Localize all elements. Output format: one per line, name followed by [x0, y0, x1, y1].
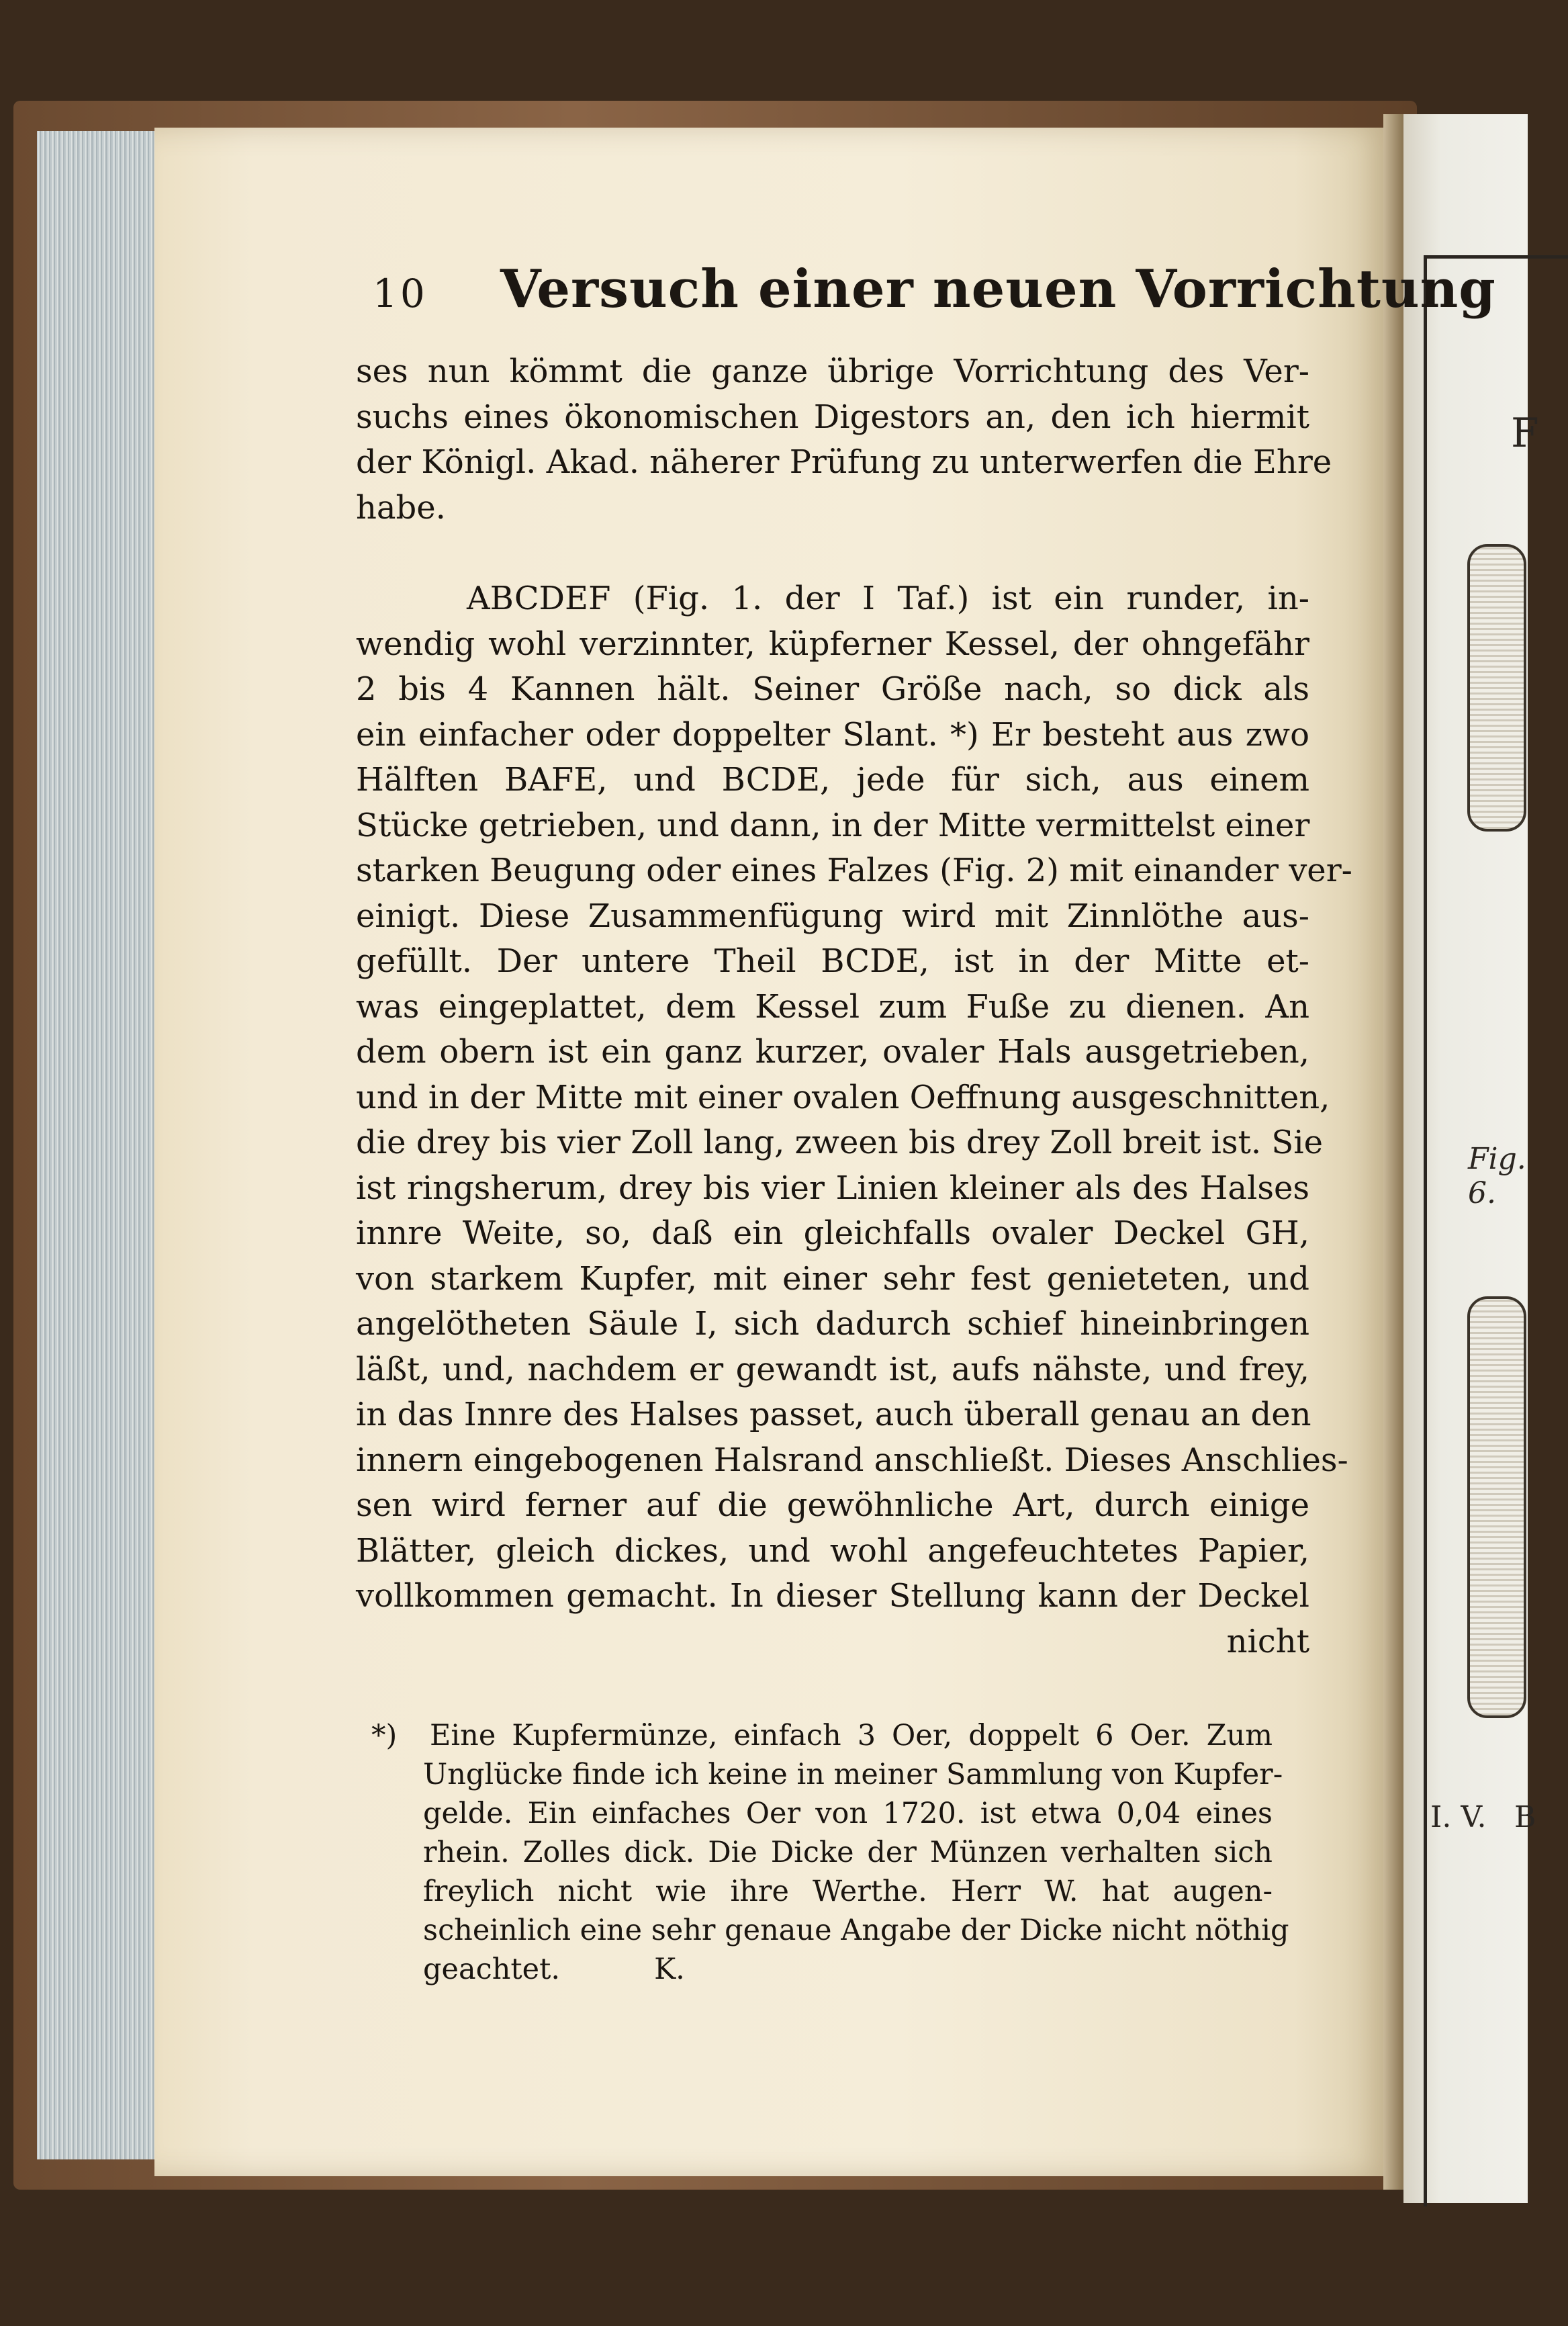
running-head — [373, 259, 1496, 332]
text-line: einigt. Diese Zusammenfügung wird mit Zinnlöthe aus- — [356, 897, 1309, 935]
text-line: Stücke getrieben, und dann, in der Mitte vermittelst einer — [356, 806, 1310, 844]
plate-label-bottom: I. V. — [1430, 1800, 1487, 1834]
text-line: ist ringsherum, drey bis vier Linien kleiner als des Halses — [356, 1169, 1309, 1207]
facing-plate — [1403, 114, 1539, 2203]
page-number: 10 — [373, 271, 428, 316]
text-line: was eingeplattet, dem Kessel zum Fuße zu dienen. An — [356, 987, 1309, 1026]
text-line: läßt, und, nachdem er gewandt ist, aufs nähste, und frey, — [356, 1350, 1309, 1388]
catchword: nicht — [1226, 1622, 1309, 1660]
text-line: vollkommen gemacht. In dieser Stellung kann der Deckel — [356, 1577, 1309, 1615]
plate-label-fig: Fig. 6. — [1468, 1142, 1526, 1210]
text-line: habe. — [356, 488, 446, 527]
text-line: gefüllt. Der untere Theil BCDE, ist in der Mitte et- — [356, 942, 1309, 980]
text-line: starken Beugung oder eines Falzes (Fig. 2) mit einander ver- — [356, 852, 1352, 889]
body-text — [356, 349, 1352, 1664]
footnote-signature: K. — [654, 1953, 685, 1986]
footnote-line: gelde. Ein einfaches Oer von 1720. ist etwa 0,04 eines — [423, 1797, 1273, 1830]
footnote-line: Unglücke finde ich keine in meiner Sammlung von Kupfer- — [423, 1758, 1283, 1791]
text-line: ABCDEF (Fig. 1. der I Taf.) ist ein runder, in- — [467, 580, 1309, 617]
text-line: Hälften BAFE, und BCDE, jede für sich, aus einem — [356, 761, 1309, 799]
paragraph-2 — [356, 576, 1352, 1664]
text-line: in das Innre des Halses passet, auch überall genau an den — [356, 1396, 1311, 1433]
footnote-line: geachtet. — [423, 1953, 561, 1986]
text-line: suchs eines ökonomischen Digestors an, den ich hiermit — [356, 398, 1309, 436]
plate-label-top: F — [1511, 410, 1539, 457]
plate-drawing-upper — [1467, 544, 1526, 832]
plate-drawing-lower — [1467, 1296, 1526, 1718]
page-header-title: Versuch einer neuen Vorrichtung — [500, 259, 1496, 320]
footnote-line: rhein. Zolles dick. Die Dicke der Münzen verhalten sich — [423, 1836, 1273, 1869]
text-line: sen wird ferner auf die gewöhnliche Art, durch einige — [356, 1486, 1309, 1524]
text-line: und in der Mitte mit einer ovalen Oeffnung ausgeschnitten, — [356, 1078, 1330, 1116]
plate-label-b: B — [1514, 1800, 1536, 1834]
text-line: innern eingebogenen Halsrand anschließt. Dieses Anschlies- — [356, 1441, 1348, 1479]
text-line: der Königl. Akad. näherer Prüfung zu unterwerfen die Ehre — [356, 443, 1332, 481]
text-line: ses nun kömmt die ganze übrige Vorrichtung des Ver- — [356, 353, 1309, 390]
text-line: angelötheten Säule I, sich dadurch schief hineinbringen — [356, 1305, 1309, 1343]
text-line: Blätter, gleich dickes, und wohl angefeuchtetes Papier, — [356, 1531, 1309, 1570]
footnote-last-line — [373, 1950, 1273, 1989]
text-line: die drey bis vier Zoll lang, zween bis drey Zoll breit ist. Sie — [356, 1124, 1323, 1161]
footnote-line: scheinlich eine sehr genaue Angabe der Dicke nicht nöthig — [423, 1914, 1289, 1947]
footnote-line: freylich nicht wie ihre Werthe. Herr W. hat augen- — [423, 1875, 1273, 1908]
text-line: innre Weite, so, daß ein gleichfalls ovaler Deckel GH, — [356, 1214, 1309, 1252]
paragraph-1 — [356, 349, 1332, 531]
text-line: von starkem Kupfer, mit einer sehr fest genieteten, und — [356, 1259, 1309, 1298]
footnote — [371, 1716, 1289, 1989]
text-line: 2 bis 4 Kannen hält. Seiner Größe nach, so dick als — [356, 670, 1309, 708]
footnote-line: Eine Kupfermünze, einfach 3 Oer, doppelt 6 Oer. Zum — [430, 1719, 1273, 1752]
footnote-mark: *) — [371, 1719, 398, 1752]
text-line: ein einfacher oder doppelter Slant. *) Er besteht aus zwo — [356, 715, 1309, 754]
text-line: wendig wohl verzinnter, küpferner Kessel, der ohngefähr — [356, 625, 1309, 663]
text-line: dem obern ist ein ganz kurzer, ovaler Hals ausgetrieben, — [356, 1033, 1309, 1071]
